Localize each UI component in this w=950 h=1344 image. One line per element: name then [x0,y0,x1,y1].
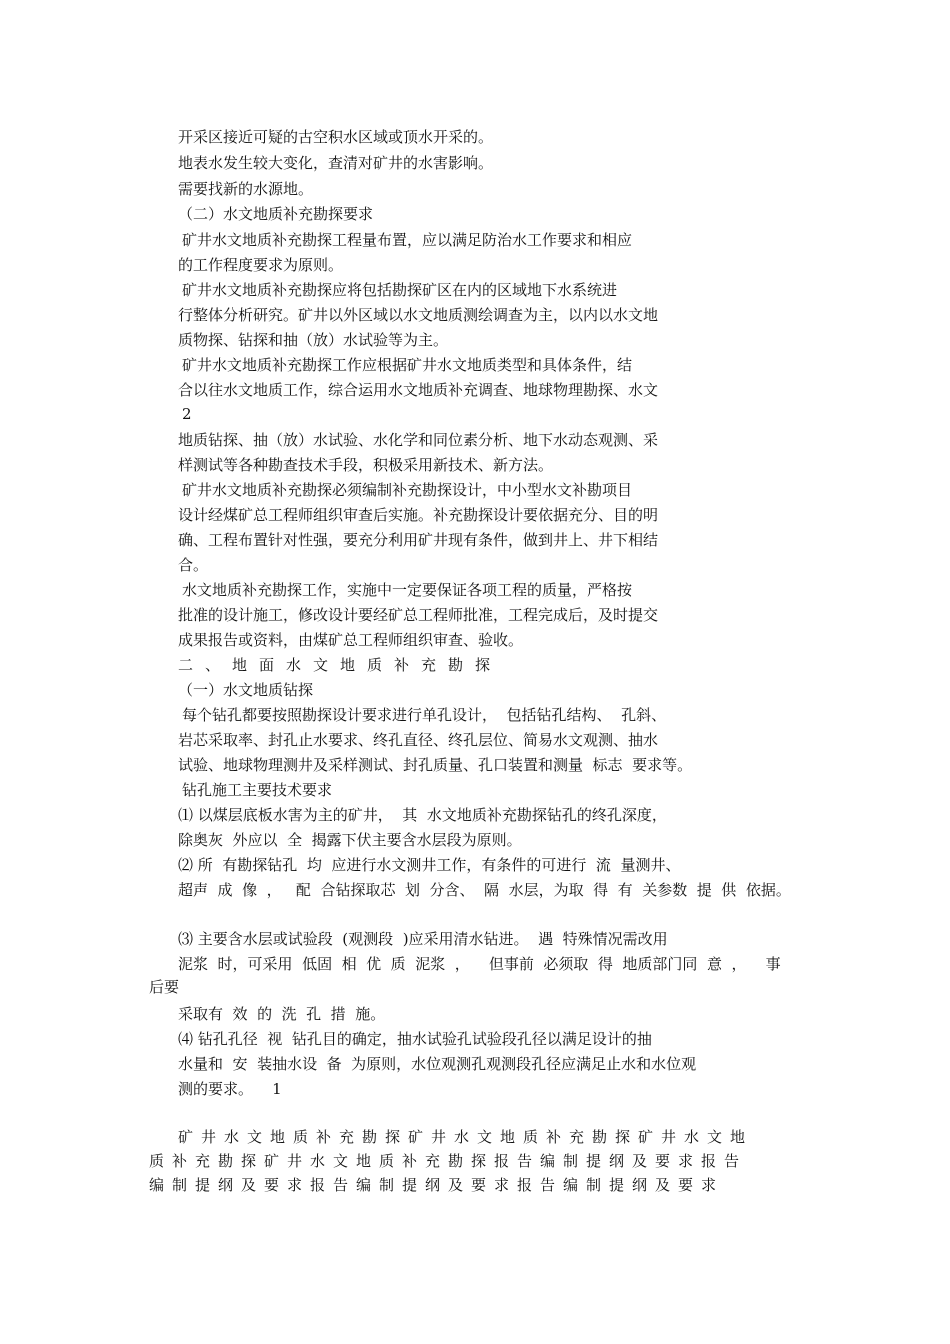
section-heading: 二、地面水文地质补充勘探 [178,656,503,674]
text-line: 地表水发生较大变化，查清对矿井的水害影响。 [178,154,494,172]
text-line: 除奥灰 外应以 全 揭露下伏主要含水层段为原则。 [178,831,522,849]
list-item: ⑴ 以煤层底板水害为主的矿井， 其 水文地质补充勘探钻孔的终孔深度， [178,806,667,824]
text-line: 需要找新的水源地。 [178,180,314,198]
text-line: 确、工程布置针对性强，要充分利用矿井现有条件，做到井上、井下相结 [178,531,659,549]
footer-line: 质补充勘探矿井水文地质补充勘探报告编制提纲及要求报告 [149,1152,748,1170]
page-number: 2 [182,405,192,423]
list-item: ⑶ 主要含水层或试验段 (观测段 )应采用清水钻进。 遇 特殊情况需改用 [178,930,668,948]
text-line: 水量和 安 装抽水设 备 为原则，水位观测孔观测段孔径应满足止水和水位观 [178,1055,697,1073]
text-line: 试验、地球物理测井及采样测试、封孔质量、孔口装置和测量 标志 要求等。 [178,756,693,774]
text-line: 后要 [149,978,180,996]
text-line: 的工作程度要求为原则。 [178,256,344,274]
text-line: 开采区接近可疑的古空积水区域或顶水开采的。 [178,128,494,146]
section-heading: （二）水文地质补充勘探要求 [178,205,374,223]
text-line: 矿井水文地质补充勘探工作应根据矿井水文地质类型和具体条件，结 [182,356,633,374]
text-line: 合。 [178,556,209,574]
text-line: 每个钻孔都要按照勘探设计要求进行单孔设计， 包括钻孔结构、 孔斜、 [182,706,667,724]
text-line: 质物探、钻探和抽（放）水试验等为主。 [178,331,449,349]
text-line: 合以往水文地质工作，综合运用水文地质补充调查、地球物理勘探、水文 [178,381,659,399]
text-line: 钻孔施工主要技术要求 [182,781,333,799]
list-item: ⑵ 所 有勘探钻孔 均 应进行水文测井工作，有条件的可进行 流 量测井、 [178,856,681,874]
text-line: 成果报告或资料，由煤矿总工程师组织审查、验收。 [178,631,524,649]
text-line: 行整体分析研究。矿井以外区域以水文地质测绘调查为主，以内以水文地 [178,306,659,324]
footer-line: 矿井水文地质补充勘探矿井水文地质补充勘探矿井水文地 [178,1128,754,1146]
text-line: 样测试等各种勘查技术手段，积极采用新技术、新方法。 [178,456,554,474]
text-line: 矿井水文地质补充勘探必须编制补充勘探设计，中小型水文补勘项目 [182,481,633,499]
text-line: 水文地质补充勘探工作，实施中一定要保证各项工程的质量，严格按 [182,581,633,599]
text-line: 超声 成 像 ， 配 合钻探取芯 划 分含、 隔 水层，为取 得 有 关参数 提 供 依据。 [178,881,791,899]
text-line: 岩芯采取率、封孔止水要求、终孔直径、终孔层位、简易水文观测、抽水 [178,731,659,749]
text-line: 设计经煤矿总工程师组织审查后实施。补充勘探设计要依据充分、目的明 [178,506,659,524]
list-item: ⑷ 钻孔孔径 视 钻孔目的确定，抽水试验孔试验段孔径以满足设计的抽 [178,1030,652,1048]
text-line: 批准的设计施工，修改设计要经矿总工程师批准，工程完成后，及时提交 [178,606,659,624]
text-line: 地质钻探、抽（放）水试验、水化学和同位素分析、地下水动态观测、采 [178,431,659,449]
section-heading: （一）水文地质钻探 [178,681,314,699]
text-line: 测的要求。 1 [178,1080,282,1098]
text-line: 泥浆 时，可采用 低固 相 优 质 泥浆 ， 但事前 必须取 得 地质部门同 意 ， 事 [178,955,781,973]
text-line: 矿井水文地质补充勘探工程量布置，应以满足防治水工作要求和相应 [182,231,633,249]
text-line: 矿井水文地质补充勘探应将包括勘探矿区在内的区域地下水系统进 [182,281,618,299]
footer-line: 编制提纲及要求报告编制提纲及要求报告编制提纲及要求 [149,1176,725,1194]
text-line: 采取有 效 的 洗 孔 措 施。 [178,1005,386,1023]
